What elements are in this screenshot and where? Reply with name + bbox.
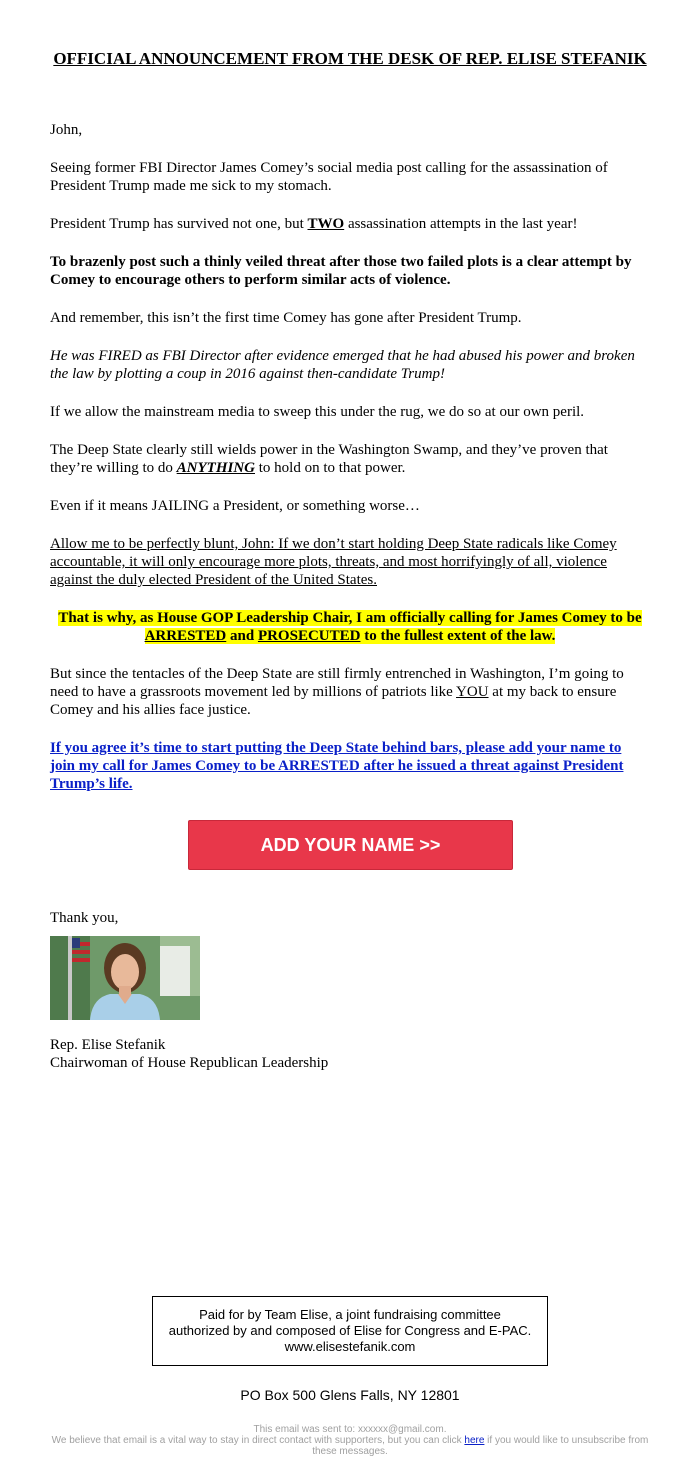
highlighted-paragraph bbox=[50, 609, 650, 645]
paragraph-5: He was FIRED as FBI Director after evidence emerged that he had abused his power and broken the law by plotting a coup in 2016 against then-candidate Trump! bbox=[50, 348, 635, 382]
paragraph-1: Seeing former FBI Director James Comey’s social media post calling for the assassination of President Trump made me sick to my stomach. bbox=[50, 160, 608, 194]
unsubscribe-line: We believe that email is a vital way to stay in direct contact with supporters, but you can click here if you would like to unsubscribe from these messages. bbox=[51, 1435, 649, 1457]
signature-name: Rep. Elise Stefanik bbox=[50, 1037, 166, 1053]
portrait-photo bbox=[50, 936, 200, 1020]
signature-title: Chairwoman of House Republican Leadership bbox=[50, 1055, 329, 1071]
cta-link[interactable]: If you agree it’s time to start putting the Deep State behind bars, please add your name to join my call for James Comey to be ARRESTED after he issued a threat against President Trump’s life. bbox=[50, 740, 624, 792]
paragraph-4: And remember, this isn’t the first time Comey has gone after President Trump. bbox=[50, 310, 522, 326]
paragraph-7: The Deep State clearly still wields power in the Washington Swamp, and they’ve proven that they’re willing to do ANYTHING to hold on to that power. bbox=[50, 442, 608, 476]
emphasis-you: YOU bbox=[456, 684, 489, 700]
highlight: That is why, as House GOP Leadership Chair, I am officially calling for James Comey to be ARRESTED and PROSECUTED to the fullest extent of the law. bbox=[58, 610, 642, 644]
footer bbox=[40, 1424, 660, 1457]
sent-to-line: This email was sent to: xxxxxx@gmail.com. bbox=[253, 1424, 447, 1435]
add-your-name-button[interactable]: ADD YOUR NAME >> bbox=[188, 820, 513, 870]
paragraph-8: Even if it means JAILING a President, or something worse… bbox=[50, 498, 420, 514]
headline: OFFICIAL ANNOUNCEMENT FROM THE DESK OF REP. ELISE STEFANIK bbox=[53, 49, 647, 68]
paragraph-3: To brazenly post such a thinly veiled threat after those two failed plots is a clear attempt by Comey to encourage others to perform similar acts of violence. bbox=[50, 254, 632, 288]
paragraph-11: But since the tentacles of the Deep State are still firmly entrenched in Washington, I’m going to need to have a grassroots movement led by millions of patriots like YOU at my back to ensure Comey and his allies face justice. bbox=[50, 666, 624, 718]
cta-paragraph bbox=[50, 739, 650, 793]
mailing-address: PO Box 500 Glens Falls, NY 12801 bbox=[240, 1387, 460, 1403]
paragraph-6: If we allow the mainstream media to sweep this under the rug, we do so at our own peril. bbox=[50, 404, 585, 420]
emphasis-two: TWO bbox=[307, 216, 345, 232]
unsubscribe-link[interactable]: here bbox=[464, 1435, 485, 1446]
paragraph-2: President Trump has survived not one, but TWO assassination attempts in the last year! bbox=[50, 216, 578, 232]
paid-for-disclaimer: Paid for by Team Elise, a joint fundraising committee authorized by and composed of Elise for Congress and E-PAC. www.elisestefanik.com bbox=[152, 1296, 548, 1366]
signoff: Thank you, bbox=[50, 910, 119, 926]
portrait-image bbox=[50, 936, 200, 1020]
greeting: John, bbox=[50, 122, 83, 138]
emphasis-anything: ANYTHING bbox=[176, 460, 255, 476]
paragraph-9: Allow me to be perfectly blunt, John: If we don’t start holding Deep State radicals like Comey accountable, it will only encourage more plots, threats, and most horrifyingly of all, violence against the duly elected President of the United States. bbox=[50, 536, 617, 588]
